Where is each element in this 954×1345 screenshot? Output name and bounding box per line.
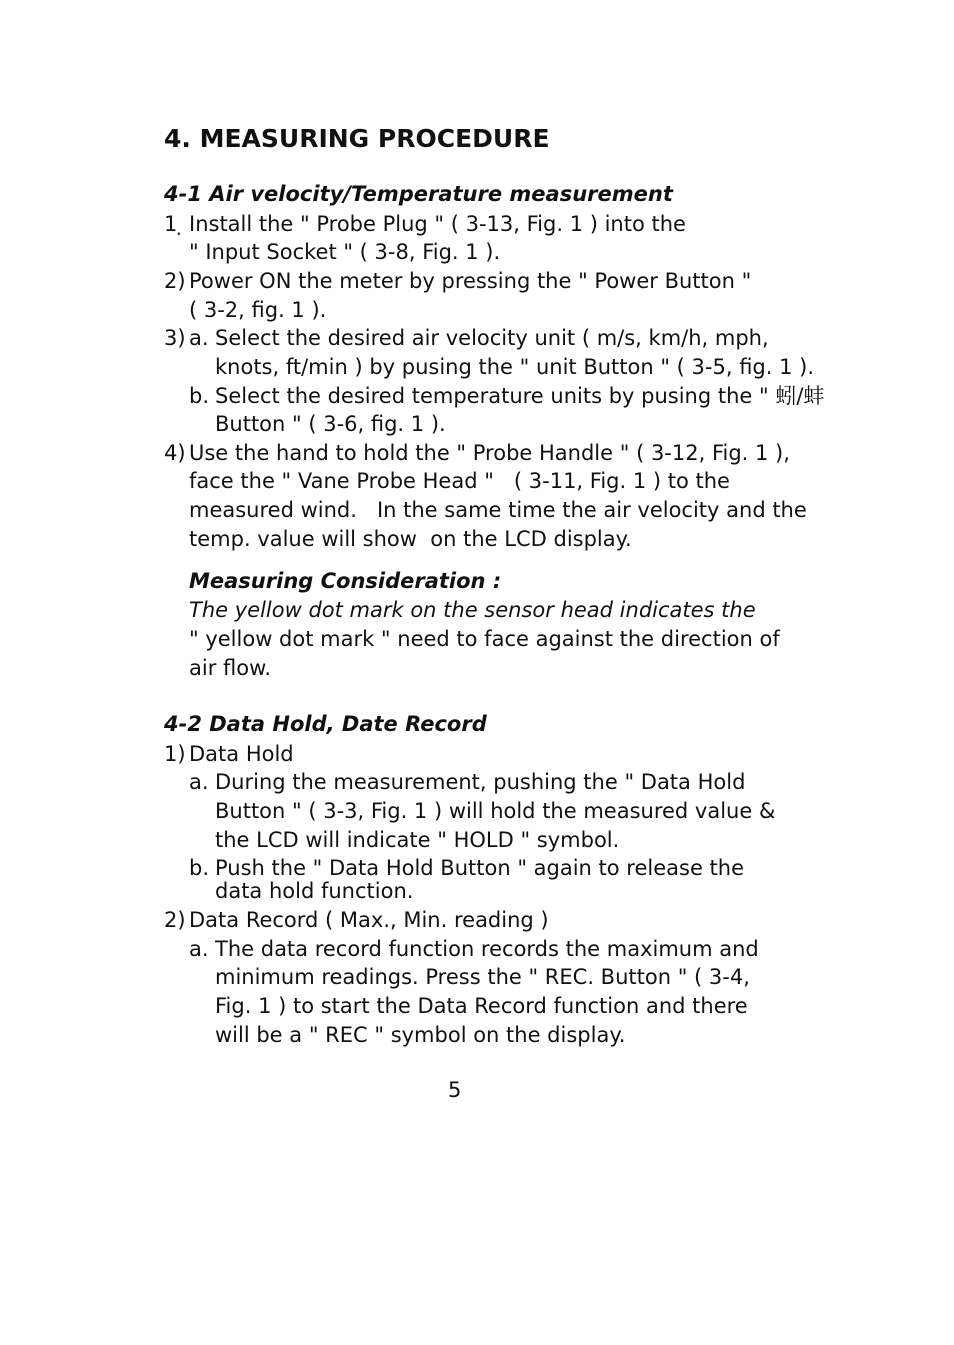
consideration-text: air flow. — [189, 656, 272, 680]
list-item-text: measured wind. In the same time the air velocity and the — [189, 498, 807, 522]
section-title: 4. MEASURING PROCEDURE — [164, 124, 550, 153]
list-number: 4) — [164, 441, 186, 465]
list-number: 2) — [164, 908, 186, 932]
list-item-text: Select the desired temperature units by pusing the " 蚓/蚌 — [215, 384, 825, 408]
list-item-text: Install the " Probe Plug " ( 3-13, Fig. 1 ) into the — [189, 212, 686, 236]
list-item-text: The data record function records the maximum and — [215, 937, 759, 961]
list-item-text: minimum readings. Press the " REC. Button " ( 3-4, — [215, 965, 750, 989]
consideration-text: " yellow dot mark " need to face against the direction of — [189, 627, 780, 651]
list-item-label: Data Hold — [189, 742, 294, 766]
list-item-text: Fig. 1 ) to start the Data Record function and there — [215, 994, 748, 1018]
list-number: 1 ̣ — [164, 212, 185, 236]
list-item-text: Button " ( 3-6, fig. 1 ). — [215, 412, 446, 436]
list-item-text: will be a " REC " symbol on the display. — [215, 1023, 626, 1047]
list-item-text: data hold function. — [215, 879, 414, 903]
subsection-heading-4-1: 4-1 Air velocity/Temperature measurement — [164, 182, 673, 206]
list-item-text: During the measurement, pushing the " Data Hold — [215, 770, 746, 794]
list-item-text: Push the " Data Hold Button " again to release the — [215, 856, 745, 880]
sub-item-letter: a. — [189, 937, 209, 961]
list-number: 1) — [164, 742, 186, 766]
sub-item-letter: b. — [189, 856, 210, 880]
list-number: 2) — [164, 269, 186, 293]
list-item-text: " Input Socket " ( 3-8, Fig. 1 ). — [189, 240, 501, 264]
subsection-heading-4-2: 4-2 Data Hold, Date Record — [164, 712, 487, 736]
list-item-text: knots, ft/min ) by pusing the " unit Button " ( 3-5, fig. 1 ). — [215, 355, 815, 379]
list-item-text: ( 3-2, fig. 1 ). — [189, 298, 327, 322]
consideration-text: The yellow dot mark on the sensor head indicates the — [189, 598, 756, 622]
list-number: 3) — [164, 326, 186, 350]
list-item-text: the LCD will indicate " HOLD " symbol. — [215, 828, 620, 852]
sub-item-letter: b. — [189, 384, 210, 408]
list-item-text: Button " ( 3-3, Fig. 1 ) will hold the measured value & — [215, 799, 776, 823]
sub-item-letter: a. — [189, 770, 209, 794]
list-item-label: Data Record ( Max., Min. reading ) — [189, 908, 549, 932]
list-item-text: face the " Vane Probe Head " ( 3-11, Fig. 1 ) to the — [189, 469, 730, 493]
consideration-title: Measuring Consideration : — [189, 569, 502, 593]
sub-item-letter: a. — [189, 326, 209, 350]
page-number: 5 — [448, 1078, 462, 1102]
list-item-text: Select the desired air velocity unit ( m/s, km/h, mph, — [215, 326, 769, 350]
list-item-text: Power ON the meter by pressing the " Power Button " — [189, 269, 752, 293]
list-item-text: Use the hand to hold the " Probe Handle " ( 3-12, Fig. 1 ), — [189, 441, 790, 465]
list-item-text: temp. value will show on the LCD display. — [189, 527, 632, 551]
